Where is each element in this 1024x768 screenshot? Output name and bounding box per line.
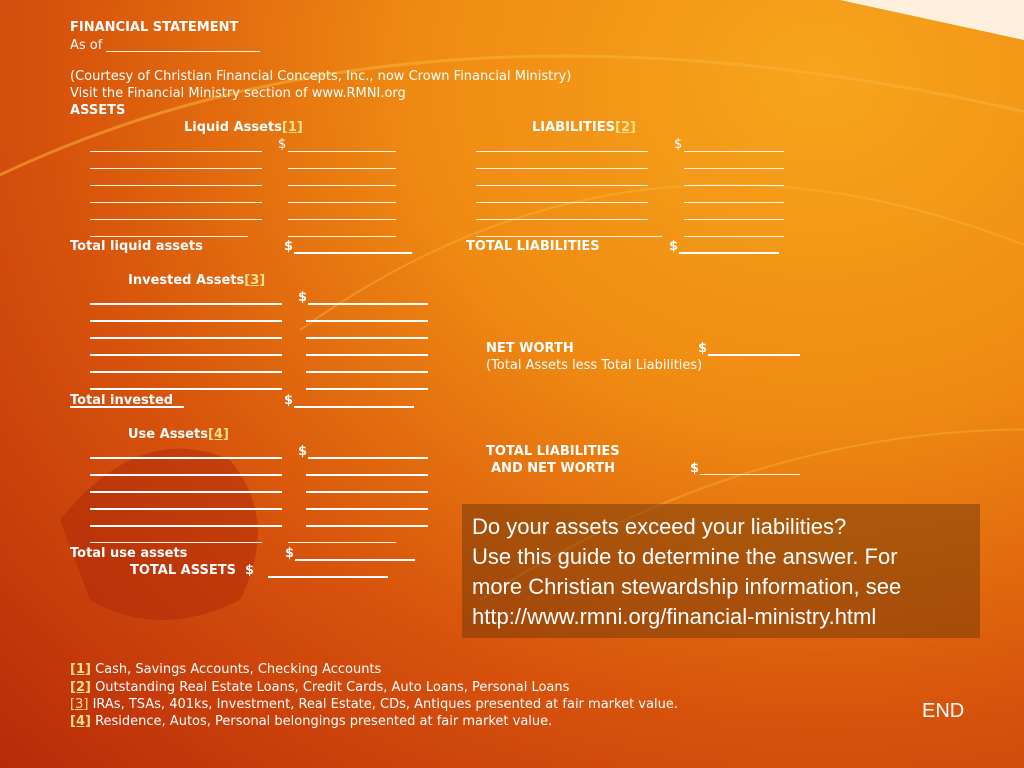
footnote-text-1: Cash, Savings Accounts, Checking Accounts bbox=[95, 662, 382, 677]
invested-name-blank[interactable] bbox=[90, 337, 282, 339]
liquid-amount-blank[interactable] bbox=[288, 168, 396, 169]
liquid-name-blank[interactable] bbox=[90, 168, 262, 169]
use-name-blank[interactable] bbox=[90, 457, 282, 459]
callout-link[interactable]: http://www.rmni.org/financial-ministry.html bbox=[472, 604, 877, 629]
use-name-blank[interactable] bbox=[90, 474, 282, 476]
liquid-name-blank[interactable] bbox=[90, 202, 262, 203]
tl-nw-line1: TOTAL LIABILITIES bbox=[486, 444, 620, 459]
liabilities-label: LIABILITIES bbox=[532, 120, 615, 135]
liab-name-blank[interactable] bbox=[476, 185, 648, 186]
liabilities-heading bbox=[532, 119, 636, 136]
liab-dollar: $ bbox=[674, 137, 683, 152]
invested-assets-label: Invested Assets bbox=[128, 273, 245, 288]
total-use-dollar: $ bbox=[285, 546, 295, 561]
liquid-assets-label: Liquid Assets bbox=[184, 120, 282, 135]
liab-name-blank[interactable] bbox=[476, 151, 648, 152]
callout-line2: Use this guide to determine the answer. For bbox=[472, 544, 898, 569]
liab-name-blank[interactable] bbox=[476, 202, 648, 203]
liab-amount-blank[interactable] bbox=[684, 151, 784, 152]
visit-note: Visit the Financial Ministry section of www.RMNI.org bbox=[70, 86, 406, 101]
liquid-name-blank[interactable] bbox=[90, 151, 262, 152]
footnote-text-3: IRAs, TSAs, 401ks, Investment, Real Estate, CDs, Antiques presented at fair market value. bbox=[92, 697, 678, 712]
end-label: END bbox=[922, 700, 965, 722]
net-worth-label: NET WORTH bbox=[486, 341, 574, 356]
use-amount-blank[interactable] bbox=[306, 525, 428, 527]
total-invested-dollar: $ bbox=[284, 393, 294, 408]
footnote-3 bbox=[70, 696, 678, 713]
total-liabilities-label: TOTAL LIABILITIES bbox=[466, 239, 600, 254]
total-liquid-label: Total liquid assets bbox=[70, 239, 203, 254]
use-name-blank[interactable] bbox=[90, 491, 282, 493]
invested-ref-link[interactable]: [3] bbox=[244, 273, 266, 288]
tl-nw-line2: AND NET WORTH bbox=[491, 461, 615, 476]
invested-assets-heading bbox=[128, 272, 265, 289]
total-invested-blank[interactable] bbox=[294, 406, 414, 408]
total-assets-label: TOTAL ASSETS $ bbox=[130, 563, 255, 578]
invested-amount-blank[interactable] bbox=[306, 388, 428, 390]
use-amount-blank[interactable] bbox=[308, 457, 428, 459]
liab-amount-blank[interactable] bbox=[684, 236, 784, 237]
footnote-ref-2[interactable]: [2] bbox=[70, 680, 91, 695]
liquid-amount-blank[interactable] bbox=[288, 202, 396, 203]
invested-name-blank[interactable] bbox=[90, 371, 282, 373]
use-assets-heading bbox=[128, 426, 229, 443]
total-invested-label: Total invested bbox=[70, 393, 174, 408]
tl-nw-dollar: $ bbox=[690, 461, 700, 476]
use-amount-blank[interactable] bbox=[288, 542, 396, 543]
footnote-ref-3[interactable]: [3] bbox=[70, 697, 89, 712]
courtesy-note: (Courtesy of Christian Financial Concepts, Inc., now Crown Financial Ministry) bbox=[70, 69, 572, 84]
use-name-blank[interactable] bbox=[90, 542, 262, 543]
statement-title: FINANCIAL STATEMENT bbox=[70, 20, 239, 35]
liquid-assets-heading bbox=[184, 119, 303, 136]
use-amount-blank[interactable] bbox=[306, 474, 428, 476]
net-worth-blank[interactable] bbox=[708, 354, 800, 356]
use-assets-label: Use Assets bbox=[128, 427, 208, 442]
use-dollar: $ bbox=[298, 444, 308, 459]
footnote-1 bbox=[70, 661, 381, 678]
callout-box bbox=[462, 504, 980, 638]
use-amount-blank[interactable] bbox=[306, 491, 428, 493]
use-ref-link[interactable]: [4] bbox=[207, 427, 229, 442]
total-use-label: Total use assets bbox=[70, 546, 188, 561]
liquid-amount-blank[interactable] bbox=[288, 185, 396, 186]
liquid-dollar: $ bbox=[278, 137, 287, 152]
liquid-name-blank[interactable] bbox=[90, 185, 262, 186]
footnote-4 bbox=[70, 713, 552, 730]
invested-amount-blank[interactable] bbox=[306, 337, 428, 339]
net-worth-note: (Total Assets less Total Liabilities) bbox=[486, 358, 703, 373]
footnote-ref-4[interactable]: [4] bbox=[70, 714, 91, 729]
liab-name-blank[interactable] bbox=[476, 219, 648, 220]
use-name-blank[interactable] bbox=[90, 525, 282, 527]
total-liquid-blank[interactable] bbox=[294, 252, 412, 254]
footnote-text-4: Residence, Autos, Personal belongings presented at fair market value. bbox=[95, 714, 553, 729]
invested-amount-blank[interactable] bbox=[308, 303, 428, 305]
tl-nw-blank[interactable] bbox=[700, 474, 800, 475]
total-liabilities-blank[interactable] bbox=[679, 252, 779, 254]
assets-heading: ASSETS bbox=[70, 103, 126, 118]
liab-amount-blank[interactable] bbox=[684, 185, 784, 186]
invested-amount-blank[interactable] bbox=[306, 354, 428, 356]
liab-name-blank[interactable] bbox=[476, 168, 648, 169]
invested-amount-blank[interactable] bbox=[306, 371, 428, 373]
total-assets-blank[interactable] bbox=[268, 576, 388, 578]
as-of-label: As of bbox=[70, 38, 103, 53]
footnote-text-2: Outstanding Real Estate Loans, Credit Cards, Auto Loans, Personal Loans bbox=[95, 680, 570, 695]
liquid-name-blank[interactable] bbox=[90, 219, 262, 220]
net-worth-dollar: $ bbox=[698, 341, 708, 356]
liquid-amount-blank[interactable] bbox=[288, 219, 396, 220]
total-use-blank[interactable] bbox=[295, 559, 415, 561]
liab-amount-blank[interactable] bbox=[684, 202, 784, 203]
footnote-2 bbox=[70, 679, 569, 696]
total-invested-underline bbox=[70, 406, 184, 408]
invested-name-blank[interactable] bbox=[90, 354, 282, 356]
invested-name-blank[interactable] bbox=[90, 303, 282, 305]
total-liabilities-dollar: $ bbox=[669, 239, 679, 254]
liquid-amount-blank[interactable] bbox=[288, 151, 396, 152]
liab-name-blank[interactable] bbox=[476, 236, 662, 237]
as-of-blank[interactable] bbox=[106, 51, 260, 52]
liab-amount-blank[interactable] bbox=[684, 219, 784, 220]
liquid-amount-blank[interactable] bbox=[288, 236, 396, 237]
invested-amount-blank[interactable] bbox=[306, 320, 428, 322]
liab-amount-blank[interactable] bbox=[684, 168, 784, 169]
use-amount-blank[interactable] bbox=[306, 508, 428, 510]
callout-line3: more Christian stewardship information, see bbox=[472, 574, 902, 599]
invested-name-blank[interactable] bbox=[90, 388, 282, 390]
invested-name-blank[interactable] bbox=[90, 320, 282, 322]
footnote-ref-1[interactable]: [1] bbox=[70, 662, 91, 677]
total-liquid-dollar: $ bbox=[284, 239, 294, 254]
invested-dollar: $ bbox=[298, 290, 308, 305]
liabilities-ref-link[interactable]: [2] bbox=[615, 120, 636, 135]
liquid-ref-link[interactable]: [1] bbox=[281, 120, 303, 135]
liquid-name-blank[interactable] bbox=[90, 236, 248, 237]
callout-line1: Do your assets exceed your liabilities? bbox=[472, 514, 847, 539]
use-name-blank[interactable] bbox=[90, 508, 282, 510]
